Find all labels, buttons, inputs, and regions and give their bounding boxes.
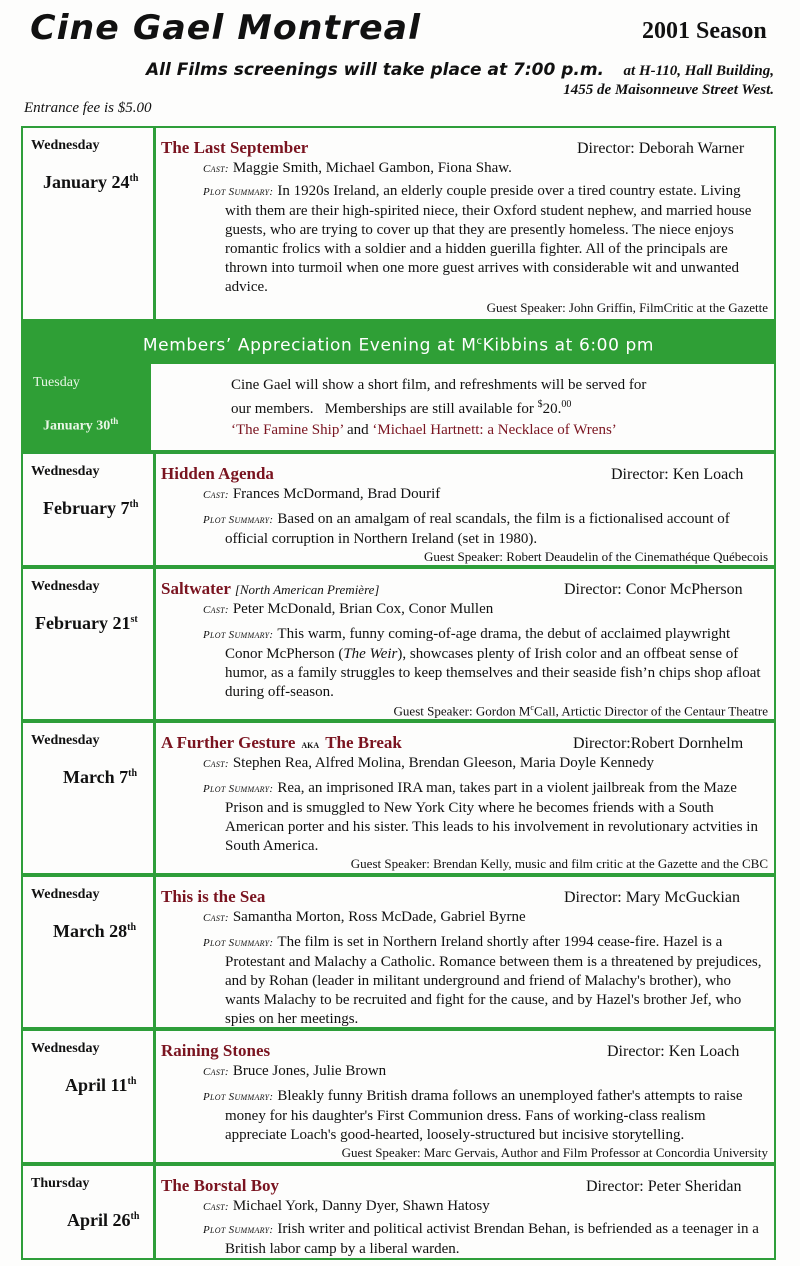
plot-summary: Plot Summary: Based on an amalgam of real scandals, the film is a fictionalised account of official corruption in Northern Ireland (set in 1980).	[203, 511, 730, 547]
film-entry-further-gesture	[21, 721, 776, 875]
film-details	[161, 877, 768, 1027]
date: March 28th	[53, 921, 137, 941]
guest-speaker: Guest Speaker: Brendan Kelly, music and film critic at the Gazette and the CBC	[350, 856, 768, 871]
film-entry-hidden-agenda	[21, 452, 776, 567]
date-column	[23, 1166, 156, 1258]
weekday: Tuesday	[33, 375, 80, 390]
date-column	[23, 569, 156, 719]
weekday: Wednesday	[31, 579, 100, 594]
date: February 7th	[43, 498, 139, 518]
date: April 26th	[67, 1210, 140, 1230]
film-details	[161, 723, 768, 873]
film-title: Hidden Agenda	[161, 464, 274, 483]
cast: Cast: Frances McDormand, Brad Dourif	[203, 486, 441, 502]
film-details	[161, 1031, 768, 1162]
cast: Cast: Samantha Morton, Ross McDade, Gabriel Byrne	[203, 909, 526, 925]
film-details	[161, 1166, 768, 1258]
film-entry-saltwater	[21, 567, 776, 721]
film-entry-this-is-the-sea	[21, 875, 776, 1029]
cast: Cast: Bruce Jones, Julie Brown	[203, 1063, 387, 1079]
director: Director: Ken Loach	[611, 466, 744, 483]
film-title: Saltwater [North American Première]	[161, 579, 380, 598]
weekday: Wednesday	[31, 138, 100, 153]
director: Director: Peter Sheridan	[586, 1178, 742, 1195]
film-title: The Last September	[161, 138, 309, 157]
short-films: ‘The Famine Ship’ and ‘Michael Hartnett: a Necklace of Wrens’	[231, 422, 617, 438]
weekday: Wednesday	[31, 733, 100, 748]
cast: Cast: Michael York, Danny Dyer, Shawn Hatosy	[203, 1198, 490, 1214]
date: April 11th	[65, 1075, 137, 1095]
guest-speaker: Guest Speaker: Gordon $M^cCall$, Artictic Director of the Centaur Theatre	[393, 703, 768, 719]
cast: Cast: Peter McDonald, Brian Cox, Conor Mullen	[203, 601, 494, 617]
plot-summary: Plot Summary: Bleakly funny British drama follows an unemployed father's attempts to raise money for his daughter's First Communion dress. Fans of working-class realism appreciate Loach's good-hearted, loosely-structured but incisive storytelling.	[203, 1088, 743, 1143]
venue-line-2: 1455 de Maisonneuve Street West.	[563, 82, 774, 98]
film-title: A Further Gesture aka The Break	[161, 733, 402, 752]
guest-speaker: Guest Speaker: Robert Deaudelin of the Cinemathéque Québecois	[423, 549, 768, 564]
weekday: Wednesday	[31, 887, 100, 902]
film-title: Raining Stones	[161, 1041, 271, 1060]
director: Director: Mary McGuckian	[564, 889, 740, 906]
page-title: Cine Gael Montreal	[30, 8, 422, 48]
film-entry-borstal-boy	[21, 1164, 776, 1260]
venue-line-1: at H-110, Hall Building,	[623, 63, 774, 79]
director: Director: Deborah Warner	[577, 140, 745, 157]
season-label: 2001 Season	[642, 18, 767, 44]
director: Director: Ken Loach	[607, 1043, 740, 1060]
date: January 30th	[43, 416, 119, 434]
film-details	[161, 128, 768, 319]
plot-summary: Plot Summary: Rea, an imprisoned IRA man, takes part in a violent jailbreak from the Maze Prison and is smuggled to New York City where he becomes friends with a South American porter and his sister. This leads to his involvement in revolutionary actvities in South America.	[203, 780, 758, 854]
appreciation-details	[151, 364, 776, 452]
appreciation-text: Cine Gael will show a short film, and refreshments will be served for our members. Memberships are still available for $20.00	[231, 377, 647, 417]
venue-address	[556, 62, 774, 100]
cast: Cast: Stephen Rea, Alfred Molina, Brendan Gleeson, Maria Doyle Kennedy	[203, 755, 654, 771]
date-column	[23, 723, 156, 873]
screening-time-note: All Films screenings will take place at 7:00 p.m.	[146, 60, 604, 80]
date-column	[23, 877, 156, 1027]
film-entry-last-september	[21, 126, 776, 321]
date-column	[23, 128, 156, 319]
plot-summary: Plot Summary: The film is set in Northern Ireland shortly after 1994 cease-fire. Hazel is a Protestant and Malachy a Catholic. Romance between them is a threatened by prejudices, and by Rohan (leader in militant underground and friend of Malachy's brother), who wants Malachy to be recruited and fight for the cause, and by Hazel's brother Jef, who spies on her meetings.	[203, 934, 762, 1027]
date-column	[23, 1031, 156, 1162]
appreciation-date-column	[21, 364, 151, 452]
film-title: The Borstal Boy	[161, 1176, 280, 1195]
weekday: Thursday	[31, 1176, 90, 1191]
plot-summary: Plot Summary: This warm, funny coming-of-age drama, the debut of acclaimed playwright Conor McPherson (The Weir), showcases plenty of Irish color and an offbeat sense of humor, as a family struggles to keep themselves and their seaside fish’n chips shop afloat during off-season.	[203, 626, 761, 700]
film-details	[161, 454, 768, 565]
cast: Cast: Maggie Smith, Michael Gambon, Fiona Shaw.	[203, 160, 512, 176]
appreciation-banner: Members’ Appreciation Evening at $M^cKibbins$ at 6:00 pm	[21, 319, 776, 364]
plot-summary: Plot Summary: Irish writer and political activist Brendan Behan, is befriended as a teenager in a British labor camp by a liberal warden.	[203, 1221, 759, 1257]
date: January 24th	[43, 172, 139, 192]
film-details	[161, 569, 768, 719]
date: February 21st	[35, 613, 138, 633]
plot-summary: Plot Summary: In 1920s Ireland, an elderly couple preside over a tired country estate. Living with them are their high-spirited niece, their Oxford student nephew, and married house guests, who are trying to cover up that they are presently homeless. The niece enjoys romantic frolics with a soldier and a hidden guerilla fighter. All of the principals are thrown into turmoil when one more guest arrives with considerable wit and unwanted advice.	[203, 183, 752, 295]
weekday: Wednesday	[31, 464, 100, 479]
weekday: Wednesday	[31, 1041, 100, 1056]
film-entry-raining-stones	[21, 1029, 776, 1164]
film-title: This is the Sea	[161, 887, 266, 906]
guest-speaker: Guest Speaker: Marc Gervais, Author and Film Professor at Concordia University	[341, 1145, 768, 1160]
director: Director:Robert Dornhelm	[573, 735, 744, 752]
date: March 7th	[63, 767, 138, 787]
guest-speaker: Guest Speaker: John Griffin, FilmCritic at the Gazette	[486, 300, 768, 315]
entrance-fee: Entrance fee is $5.00	[24, 100, 152, 116]
director: Director: Conor McPherson	[564, 581, 743, 598]
date-column	[23, 454, 156, 565]
